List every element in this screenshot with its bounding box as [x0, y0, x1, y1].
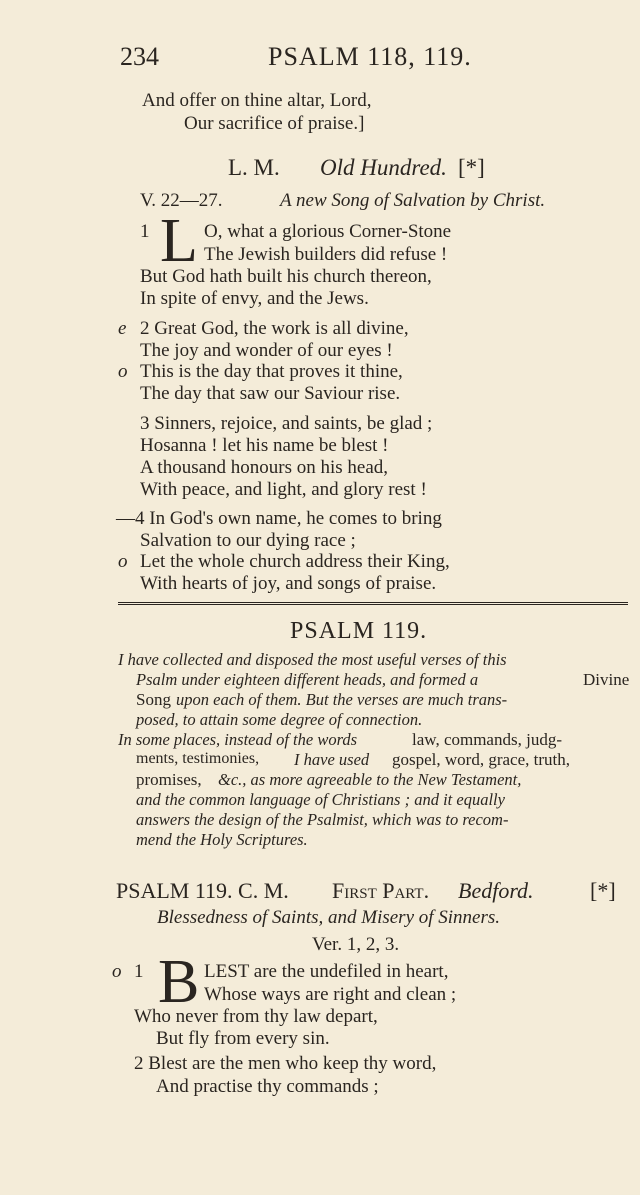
hymn2-subtitle: Blessedness of Saints, and Misery of Sinners.	[157, 907, 501, 928]
drop-cap: B	[158, 948, 200, 1016]
stanza-line: In spite of envy, and the Jews.	[140, 288, 369, 309]
stanza-line: 2 Blest are the men who keep thy word,	[134, 1053, 437, 1074]
dynamic-mark: o	[118, 551, 128, 572]
stanza-line: Who never from thy law depart,	[134, 1006, 378, 1027]
drop-cap: L	[160, 207, 198, 275]
page-number: 234	[120, 42, 159, 71]
hymn2-part: First Part.	[332, 878, 430, 903]
note-line: and the common language of Christians ; and it equally	[136, 790, 505, 809]
stanza-line: This is the day that proves it thine,	[140, 361, 403, 382]
stanza-number: 1	[140, 221, 150, 242]
stanza-line: The joy and wonder of our eyes !	[140, 340, 393, 361]
note-line: ments, testimonies,	[136, 750, 260, 767]
stanza-line: The day that saw our Saviour rise.	[140, 383, 401, 404]
stanza-number: 1	[134, 961, 144, 982]
hymn2-title: PSALM 119. C. M.	[116, 878, 289, 903]
stanza-line: With hearts of joy, and songs of praise.	[140, 573, 437, 594]
hymn2-verses-ref: Ver. 1, 2, 3.	[312, 934, 400, 955]
stanza-line: 3 Sinners, rejoice, and saints, be glad ;	[140, 413, 433, 434]
note-line: &c., as more agreeable to the New Testament,	[218, 770, 522, 789]
stanza-line: —4 In God's own name, he comes to bring	[116, 508, 442, 529]
stanza-line: And practise thy commands ;	[156, 1076, 379, 1097]
continuation-line-1: And offer on thine altar, Lord,	[142, 90, 372, 111]
note-line: I have used	[294, 750, 370, 769]
stanza-line: O, what a glorious Corner-Stone	[204, 221, 452, 242]
continuation-line-2: Our sacrifice of praise.]	[184, 113, 365, 134]
note-line: In some places, instead of the words	[118, 730, 358, 749]
hymn2-star: [*]	[590, 878, 616, 903]
dynamic-mark: e	[118, 318, 127, 339]
note-line: I have collected and disposed the most useful verses of this	[118, 650, 507, 669]
hymn1-meter: L. M.	[228, 155, 280, 180]
note-line: posed, to attain some degree of connection.	[136, 710, 423, 729]
section-title: PSALM 119.	[290, 618, 428, 644]
note-line: Psalm under eighteen different heads, and formed a	[136, 670, 479, 689]
stanza-line: 2 Great God, the work is all divine,	[140, 318, 409, 339]
stanza-line: But God hath built his church thereon,	[140, 266, 432, 287]
note-word: Song	[136, 690, 171, 709]
stanza-line: The Jewish builders did refuse !	[204, 244, 448, 265]
hymn1-tune: Old Hundred.	[320, 155, 447, 180]
hymn1-subtitle: A new Song of Salvation by Christ.	[280, 190, 546, 211]
section-divider	[118, 602, 628, 605]
running-title: PSALM 118, 119.	[268, 42, 472, 71]
dynamic-mark: o	[118, 361, 128, 382]
stanza-line: But fly from every sin.	[156, 1028, 330, 1049]
stanza-line: Hosanna ! let his name be blest !	[140, 435, 389, 456]
hymn1-verses-ref: V. 22—27.	[140, 190, 223, 211]
stanza-line: Salvation to our dying race ;	[140, 530, 356, 551]
note-word: Divine	[583, 670, 630, 689]
note-line: mend the Holy Scriptures.	[136, 830, 308, 849]
hymn2-tune: Bedford.	[458, 878, 534, 903]
hymn1-star: [*]	[458, 155, 485, 180]
note-line: answers the design of the Psalmist, which was to recom-	[136, 810, 509, 829]
dynamic-mark: o	[112, 961, 122, 982]
note-line: gospel, word, grace, truth,	[392, 750, 570, 769]
stanza-line: Let the whole church address their King,	[140, 551, 450, 572]
stanza-line: A thousand honours on his head,	[140, 457, 389, 478]
note-line: law, commands, judg-	[412, 730, 562, 749]
stanza-line: With peace, and light, and glory rest !	[140, 479, 427, 500]
stanza-line: LEST are the undefiled in heart,	[204, 961, 449, 982]
note-line: promises,	[136, 770, 202, 789]
note-line: upon each of them. But the verses are much trans-	[176, 690, 508, 709]
stanza-line: Whose ways are right and clean ;	[204, 984, 457, 1005]
